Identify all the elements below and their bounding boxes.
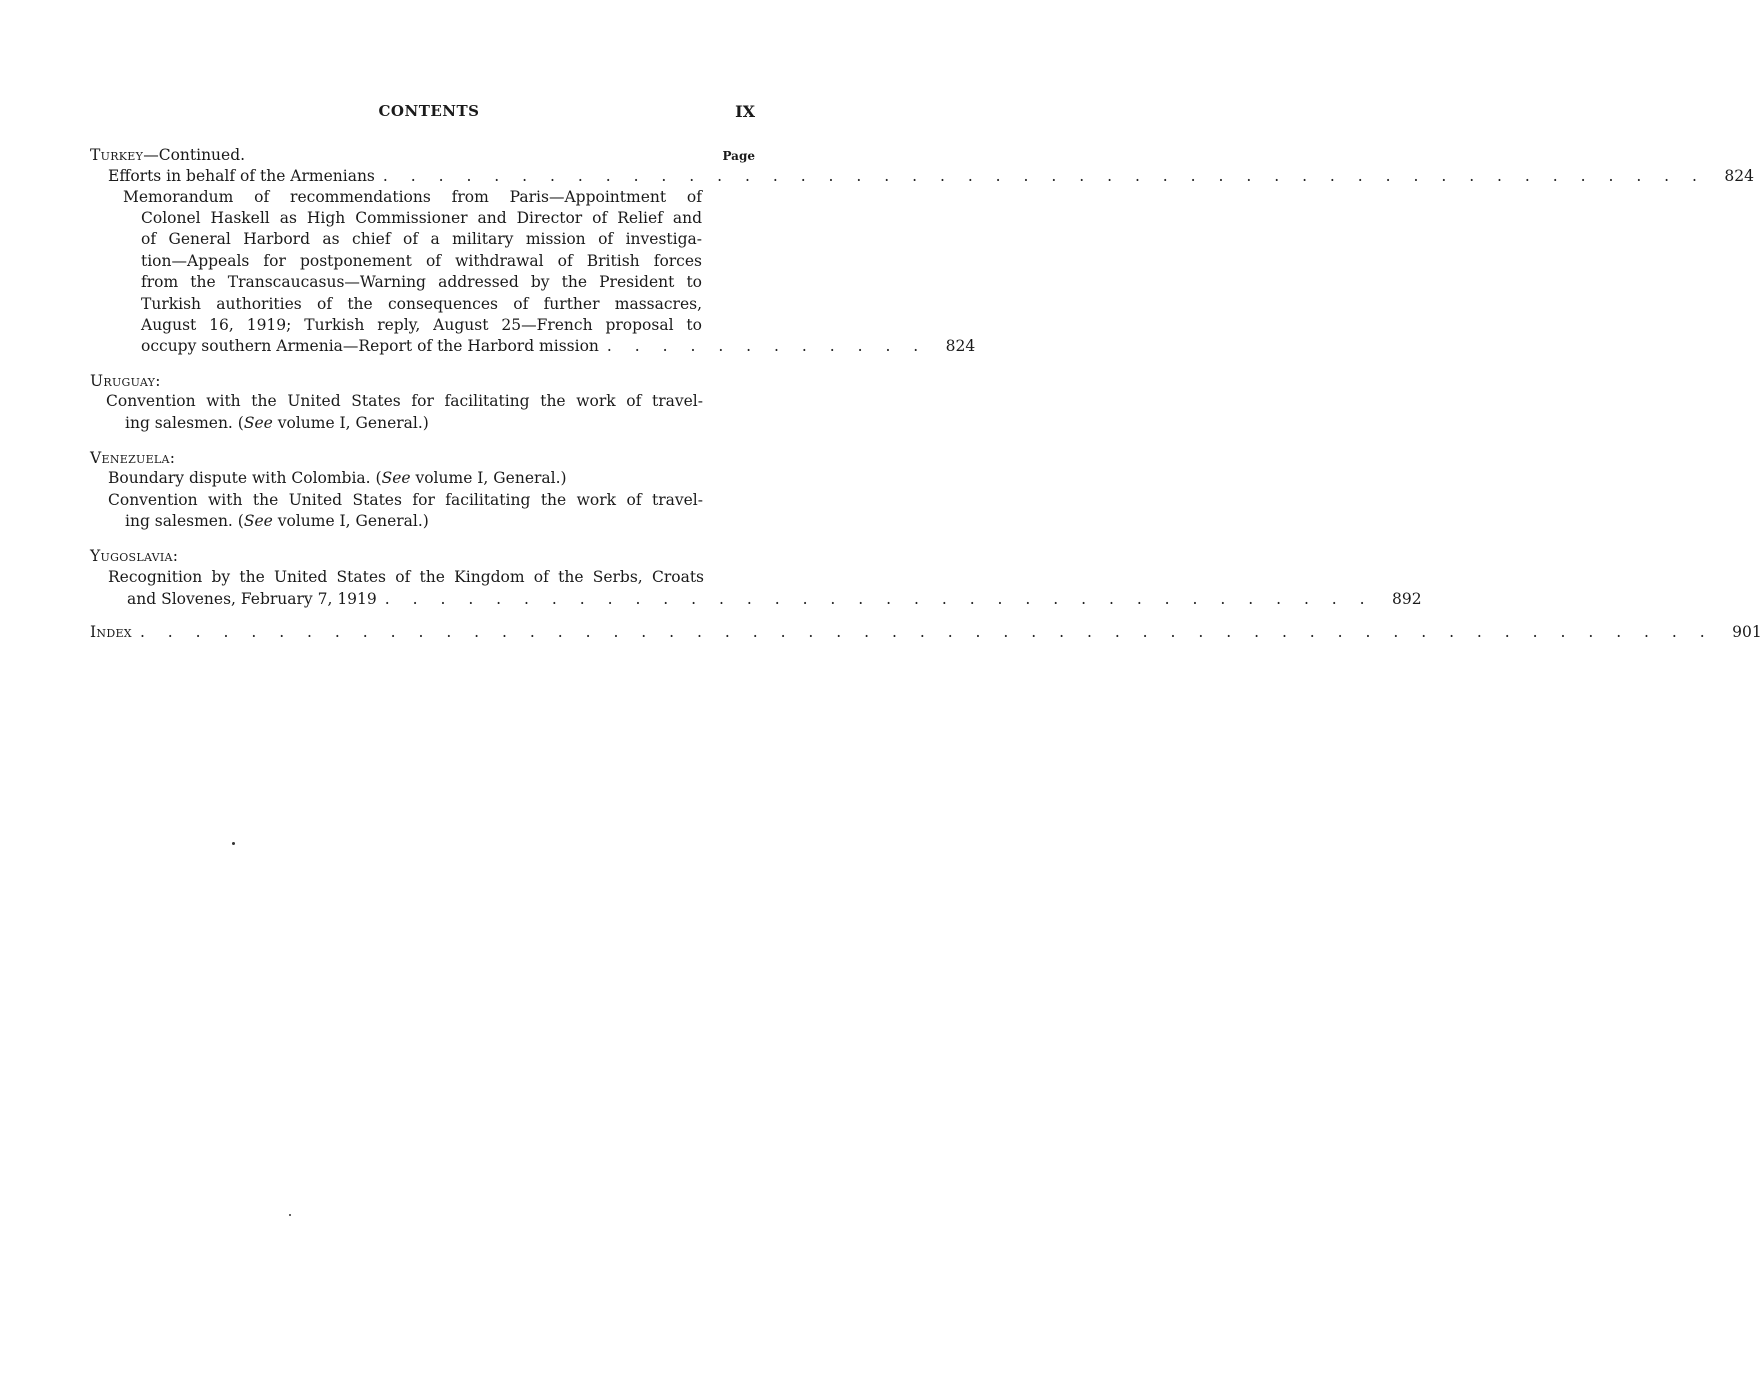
- page-column-label: Page: [722, 149, 755, 163]
- venezuela-heading-suffix: :: [169, 449, 176, 467]
- uruguay-heading-suffix: :: [155, 372, 161, 390]
- turkey-summary-line: Colonel Haskell as High Commissioner and Director of Relief and: [141, 209, 702, 227]
- yugoslavia-entry-line: Recognition by the United States of the Kingdom of the Serbs, Croats: [108, 568, 704, 586]
- turkey-summary-line: from the Transcaucasus—Warning addressed by the President to: [141, 273, 702, 291]
- entry-text: ing salesmen. (: [125, 512, 244, 530]
- venezuela-heading: Venezuela: [90, 449, 170, 467]
- turkey-entry-armenians: [108, 166, 1754, 187]
- entry-text: volume I, General.): [272, 512, 429, 530]
- turkey-heading: Turkey: [90, 146, 144, 164]
- scan-speck: [232, 842, 235, 845]
- scan-speck: [289, 1214, 291, 1216]
- turkey-summary-last-line: [141, 336, 976, 357]
- index-heading: Index: [90, 623, 132, 641]
- turkey-summary-line: Turkish authorities of the consequences of further massacres,: [141, 295, 702, 313]
- uruguay-entry-line: [125, 413, 703, 434]
- uruguay-heading: Uruguay: [90, 372, 156, 390]
- entry-text: and Slovenes, February 7, 1919: [127, 590, 377, 608]
- yugoslavia-heading-suffix: :: [172, 547, 179, 565]
- dot-leader: . . . . . . . . . . . . . . . . . . . . . . . . . . . . . . . . . . . .: [384, 590, 1374, 608]
- entry-text: occupy southern Armenia—Report of the Harbord mission: [141, 337, 599, 355]
- entry-page: 824: [945, 337, 976, 355]
- entry-text: volume I, General.): [272, 414, 429, 432]
- turkey-summary-line: August 16, 1919; Turkish reply, August 25—French proposal to: [141, 316, 702, 334]
- turkey-summary-line: of General Harbord as chief of a military mission of investiga-: [141, 230, 702, 248]
- uruguay-heading-row: [90, 371, 755, 392]
- index-row: [90, 622, 1762, 643]
- dot-leader: . . . . . . . . . . . . . . . . . . . . . . . . . . . . . . . . . . . . . . . . . . . . . . . . . . . . . . . . .: [139, 623, 1714, 641]
- entry-text: ing salesmen. (: [125, 414, 244, 432]
- turkey-heading-row: [90, 145, 755, 166]
- uruguay-entry-line: Convention with the United States for facilitating the work of travel-: [106, 392, 703, 410]
- entry-text: Efforts in behalf of the Armenians: [108, 167, 375, 185]
- venezuela-entry-line: Convention with the United States for facilitating the work of travel-: [108, 491, 703, 509]
- entry-text: Boundary dispute with Colombia. (: [108, 469, 382, 487]
- page-number: IX: [735, 102, 755, 121]
- yugoslavia-heading: Yugoslavia: [90, 547, 173, 565]
- yugoslavia-entry-last-line: [127, 589, 1422, 610]
- page-title: CONTENTS: [378, 102, 480, 120]
- see-reference: See: [381, 469, 411, 487]
- entry-text: volume I, General.): [410, 469, 567, 487]
- venezuela-heading-row: [90, 448, 755, 469]
- see-reference: See: [243, 512, 273, 530]
- dot-leader: . . . . . . . . . . . .: [606, 337, 928, 355]
- dot-leader: . . . . . . . . . . . . . . . . . . . . . . . . . . . . . . . . . . . . . . . . . . . . . . . .: [382, 167, 1706, 185]
- entry-page: 892: [1392, 590, 1422, 608]
- venezuela-entry-boundary: [108, 468, 703, 489]
- see-reference: See: [243, 414, 273, 432]
- turkey-heading-suffix: —Continued.: [143, 146, 246, 164]
- entry-page: 901: [1732, 623, 1762, 641]
- yugoslavia-heading-row: [90, 546, 755, 567]
- venezuela-entry-line: [125, 511, 703, 532]
- entry-page: 824: [1724, 167, 1754, 185]
- turkey-summary-line: tion—Appeals for postponement of withdrawal of British forces: [141, 252, 702, 270]
- turkey-summary-line: Memorandum of recommendations from Paris—Appointment of: [123, 188, 702, 206]
